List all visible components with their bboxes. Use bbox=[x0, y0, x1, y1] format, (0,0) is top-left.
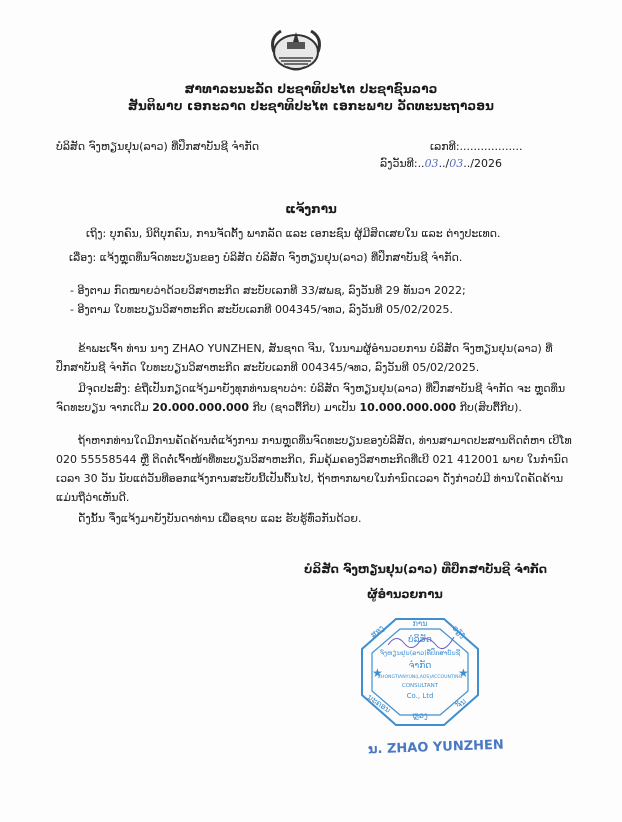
header-line-2: ສັນຕິພາບ ເອກະລາດ ປະຊາທິປະໄຕ ເອກະພາບ ວັດທະນະຖາວອນ bbox=[127, 99, 495, 113]
stamp-right-top-text: ວຽງ bbox=[450, 623, 468, 640]
stamp-center-line-2: ຈົງຫຽນຢຸນ(ລາວ)ທີ່ປຶກສາບັນຊີ bbox=[379, 649, 461, 657]
date-label: ລົງວັນທີ:.. bbox=[380, 157, 425, 170]
company-seal-stamp bbox=[356, 615, 484, 729]
recipients-line: ເຖິງ: ບຸກຄົນ, ນິຕິບຸກຄົນ, ການຈັດຕັ້ງ ພາກລັດ ແລະ ເອກະຊົນ ຜູ້ມີສິດເສຍໃນ ແລະ ຕ່າງປະເທດ. bbox=[86, 227, 501, 240]
stamp-right-bottom-text: ຈັນ bbox=[454, 696, 468, 711]
stamp-top-text: ການ bbox=[412, 619, 428, 628]
stamp-english-line-1: ZHONGTIANYUN(LAOS)ACCOUNTING bbox=[377, 675, 463, 680]
capital-to-amount: 10.000.000.000 bbox=[359, 401, 457, 414]
date-day: 03 bbox=[424, 157, 439, 170]
header-line-1: ສາທາລະນະລັດ ປະຊາທິປະໄຕ ປະຊາຊົນລາວ bbox=[184, 82, 438, 96]
svg-text:★: ★ bbox=[458, 666, 469, 680]
signature-title: ຜູ້ອຳນວຍການ bbox=[367, 587, 443, 601]
stamp-english-line-3: Co., Ltd bbox=[406, 692, 434, 700]
document-number: ເລກທີ:.................. bbox=[430, 140, 523, 153]
purpose-text-end: ກີບ(ສິບຕື້ກີບ). bbox=[456, 401, 522, 414]
stamp-left-top-text: ສອງ bbox=[368, 623, 386, 640]
capital-from-amount: 20.000.000.000 bbox=[152, 401, 249, 414]
signature-company: ບໍລິສັດ ຈົງຫຽນຢຸນ(ລາວ) ທີ່ປຶກສາບັນຊີ ຈຳກັດ bbox=[304, 562, 548, 576]
signer-name: ນ. ZHAO YUNZHEN bbox=[367, 737, 505, 758]
paragraph-purpose bbox=[56, 379, 576, 417]
paragraph-introduction: ຂ້າພະເຈົ້າ ທ່ານ ນາງ ZHAO YUNZHEN, ສັນຊາດ ຈີນ, ໃນນາມຜູ້ອຳນວຍການ ບໍລິສັດ ຈົງຫຽນຢຸນ(ລາວ) ທີ່ປຶກສາບັນຊີ ຈຳກັດ ໃບທະບຽນວິສາຫະກິດ ສະບັບເລກທີ 004345/ຈທວ, ລົງວັນທີ 05/02/2025. bbox=[56, 342, 553, 374]
stamp-bottom-text: ຫຼວງ bbox=[412, 711, 428, 720]
date-month: 03 bbox=[449, 157, 464, 170]
date-year: ../2026 bbox=[463, 157, 502, 170]
reference-item: - ອີງຕາມ ໃບທະບຽນວິສາຫະກິດ ສະບັບເລກທີ 004345/ຈທວ, ລົງວັນທີ 05/02/2025. bbox=[70, 303, 454, 316]
document-title: ແຈ້ງການ bbox=[285, 202, 337, 216]
stamp-center-line-3: ຈຳກັດ bbox=[408, 661, 432, 671]
stamp-left-bottom-text: ນະຄອນ bbox=[365, 692, 393, 715]
date-separator: ../ bbox=[438, 157, 450, 170]
paragraph-objection-contact: ຖ້າຫາກທ່ານໃດມີການຄັດຄ້ານຕໍ່ແຈ້ງການ ການຫຼຸດທຶນຈົດທະບຽນຂອງບໍລິສັດ, ທ່ານສາມາດປະສານຕິດຕໍ່ຫາ ເບີໂທ 020 55558544 ຫຼື ຕິດຕໍ່ເຈົ້າໜ້າທີ່ທະບຽນວິສາຫະກິດ, ກົມຄຸ້ມຄອງວິສາຫະກິດທີ່ເບີ 021 412001 ພາຍ ໃນກຳນົດເວລາ 30 ວັນ ນັບແຕ່ວັນທີອອກແຈ້ງການສະບັບນີ້ເປັນຕົ້ນໄປ, ຖ້າຫາກພາຍໃນກຳນົດເວລາ ດັ່ງກ່າວບໍ່ມີ ທ່ານໃດຄັດຄ້ານ ແມ່ນຖືວ່າເຫັນດີ. bbox=[56, 434, 572, 504]
stamp-center-line-1: ບໍລິສັດ bbox=[408, 635, 432, 645]
paragraph-closing: ດັ່ງນັ້ນ ຈຶ່ງແຈ້ງມາຍັງບັນດາທ່ານ ເພື່ອຊາບ ແລະ ຮັບຮູ້ທົ່ວກັນດ້ວຍ. bbox=[78, 512, 362, 525]
company-name: ບໍລິສັດ ຈົງຫຽນຢຸນ(ລາວ) ທີ່ປຶກສາບັນຊີ ຈຳກັດ bbox=[56, 140, 260, 153]
document-date bbox=[380, 157, 502, 170]
signature-scribble-icon bbox=[386, 631, 456, 651]
purpose-text: ມີຈຸດປະສົງ: ຂໍຖືເປັນກຽດແຈ້ງມາຍັງທຸກທ່ານຊາບວ່າ: ບໍລິສັດ ຈົງຫຽນຢຸນ(ລາວ) ທີ່ປຶກສາບັນຊີ ຈຳກັດ ຈະ ຫຼຸດທຶນຈົດທະບຽນ ຈາກເດີມ bbox=[56, 382, 566, 414]
purpose-text-mid: ກີບ (ຊາວຕື້ກີບ) ມາເປັນ bbox=[249, 401, 360, 414]
subject-line: ເລື່ອງ: ແຈ້ງຫຼຸດທຶນຈົດທະບຽນຂອງ ບໍລິສັດ ບໍລິສັດ ຈົງຫຽນຢຸນ(ລາວ) ທີ່ປຶກສາບັນຊີ ຈຳກັດ. bbox=[69, 251, 463, 264]
reference-item: - ອີງຕາມ ກົດໝາຍວ່າດ້ວຍວິສາຫະກິດ ສະບັບເລກທີ 33/ສພຊ, ລົງວັນທີ 29 ທັນວາ 2022; bbox=[70, 284, 466, 297]
lao-national-emblem-icon bbox=[265, 26, 327, 72]
svg-text:★: ★ bbox=[372, 666, 383, 680]
stamp-english-line-2: CONSULTANT bbox=[401, 683, 439, 689]
